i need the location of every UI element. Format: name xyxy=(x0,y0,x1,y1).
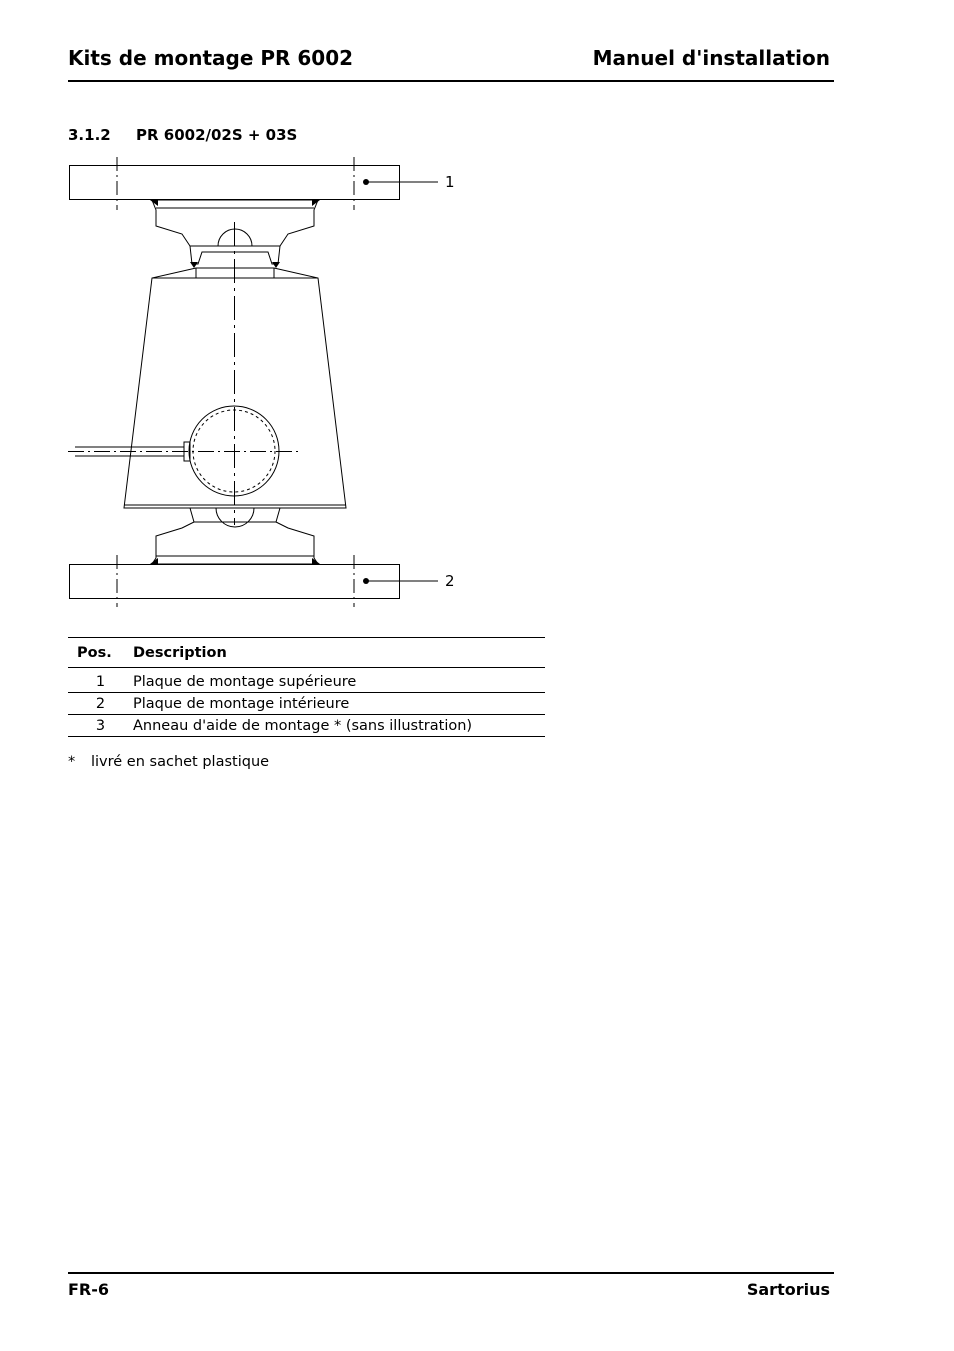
header-title-right: Manuel d'installation xyxy=(592,46,830,70)
row-description: Plaque de montage supérieure xyxy=(133,668,545,693)
callout-dot-2 xyxy=(363,578,369,584)
table-row xyxy=(68,668,545,693)
row-pos: 3 xyxy=(68,715,133,737)
section-heading xyxy=(68,126,297,144)
footnote xyxy=(68,754,269,770)
table-header-row xyxy=(68,638,545,668)
top-mounting-plate xyxy=(70,166,400,200)
page-header xyxy=(68,46,834,82)
row-description: Anneau d'aide de montage * (sans illustration) xyxy=(133,715,545,737)
parts-table xyxy=(68,637,545,737)
callout-label-2: 2 xyxy=(445,572,455,590)
section-title: PR 6002/02S + 03S xyxy=(136,126,298,144)
section-number: 3.1.2 xyxy=(68,126,111,144)
table-row xyxy=(68,715,545,737)
table-row xyxy=(68,693,545,715)
page-number: FR-6 xyxy=(68,1280,110,1299)
column-header-pos: Pos. xyxy=(68,638,133,668)
callout-label-1: 1 xyxy=(445,173,455,191)
brand-name: Sartorius xyxy=(746,1280,830,1299)
page-footer xyxy=(68,1272,834,1299)
row-pos: 1 xyxy=(68,668,133,693)
technical-drawing xyxy=(60,150,480,610)
header-title-left: Kits de montage PR 6002 xyxy=(68,46,354,70)
footnote-marker: * xyxy=(68,754,76,770)
footnote-text: livré en sachet plastique xyxy=(91,754,270,770)
callout-dot-1 xyxy=(363,179,369,185)
row-description: Plaque de montage intérieure xyxy=(133,693,545,715)
bottom-mounting-plate xyxy=(70,565,400,599)
row-pos: 2 xyxy=(68,693,133,715)
column-header-description: Description xyxy=(133,638,545,668)
